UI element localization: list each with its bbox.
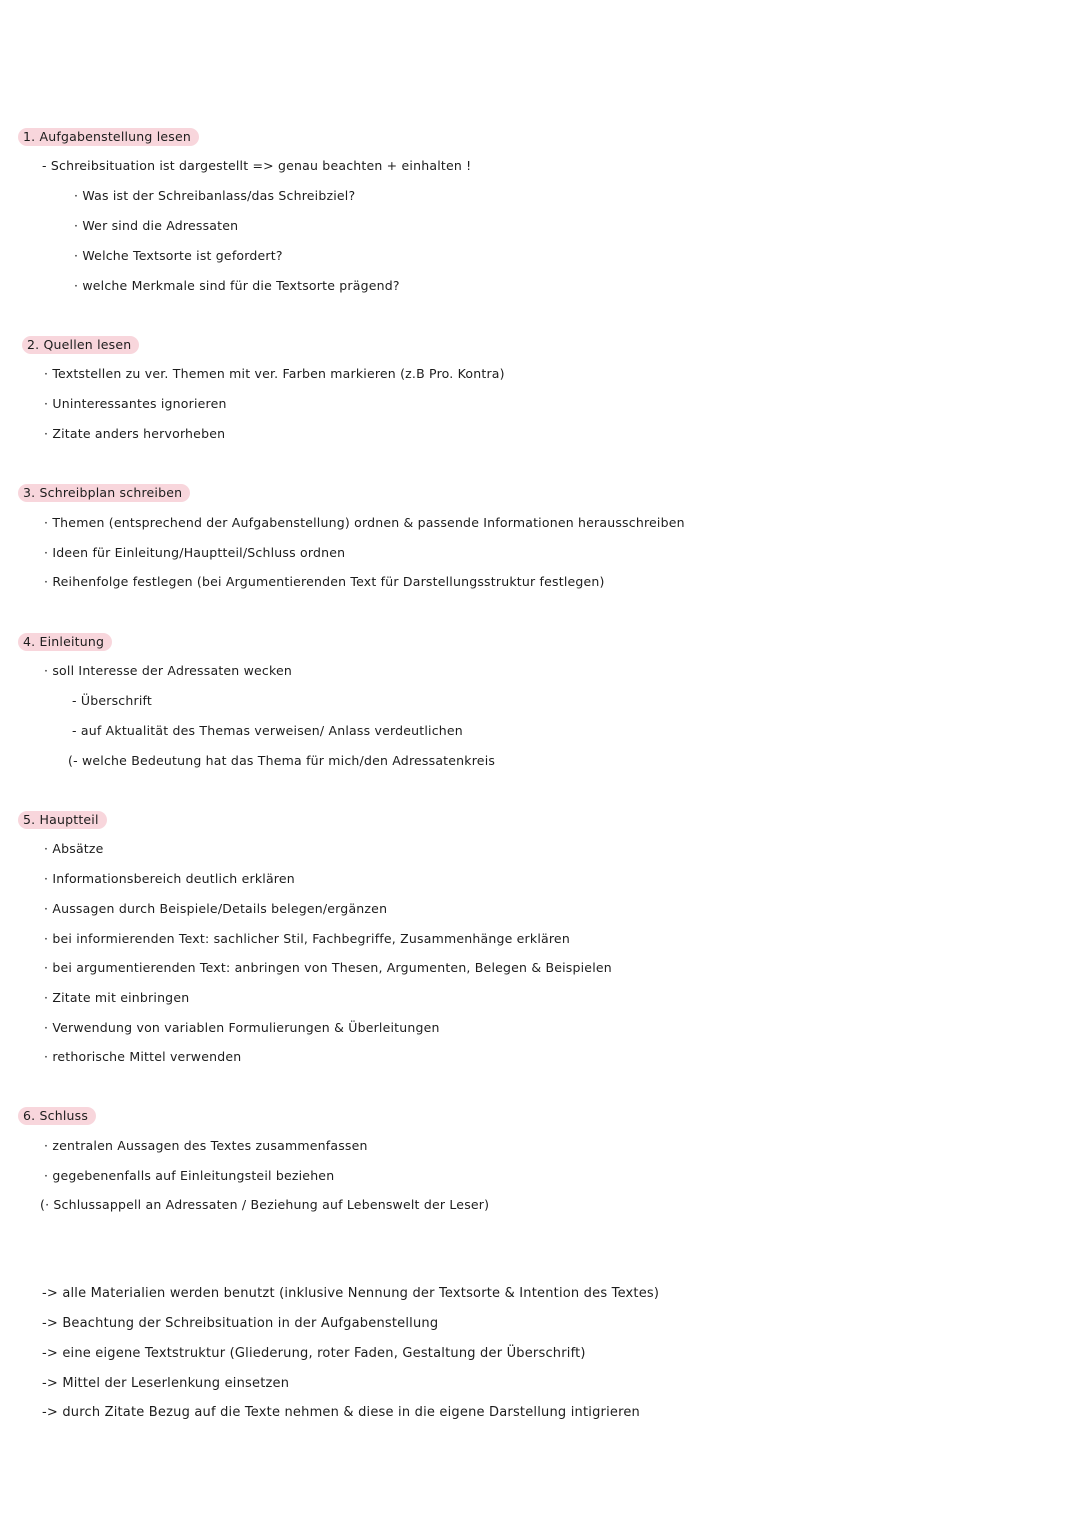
note-line: - auf Aktualität des Themas verweisen/ Anlass verdeutlichen: [72, 723, 463, 738]
section-heading: 5. Hauptteil: [18, 811, 107, 829]
note-line: · Absätze: [44, 841, 104, 856]
note-line: · welche Merkmale sind für die Textsorte prägend?: [74, 278, 400, 293]
note-line: · Aussagen durch Beispiele/Details belegen/ergänzen: [44, 901, 388, 916]
note-line: · Uninteressantes ignorieren: [44, 396, 227, 411]
note-line: - Schreibsituation ist dargestellt => genau beachten + einhalten !: [42, 158, 472, 173]
note-line: · Zitate mit einbringen: [44, 990, 190, 1005]
note-line: · Welche Textsorte ist gefordert?: [74, 248, 283, 263]
section-heading: 4. Einleitung: [18, 633, 112, 651]
note-line: · Textstellen zu ver. Themen mit ver. Farben markieren (z.B Pro. Kontra): [44, 366, 505, 381]
note-line: · bei argumentierenden Text: anbringen von Thesen, Argumenten, Belegen & Beispielen: [44, 960, 612, 975]
note-line: · Was ist der Schreibanlass/das Schreibziel?: [74, 188, 356, 203]
summary-line: -> durch Zitate Bezug auf die Texte nehmen & diese in die eigene Darstellung intigrieren: [42, 1405, 640, 1420]
note-line: · bei informierenden Text: sachlicher Stil, Fachbegriffe, Zusammenhänge erklären: [44, 931, 570, 946]
note-line: (- welche Bedeutung hat das Thema für mich/den Adressatenkreis: [68, 753, 496, 768]
note-line: · rethorische Mittel verwenden: [44, 1049, 242, 1064]
note-line: · soll Interesse der Adressaten wecken: [44, 663, 292, 678]
note-line: · Verwendung von variablen Formulierungen & Überleitungen: [44, 1020, 440, 1035]
summary-line: -> Beachtung der Schreibsituation in der Aufgabenstellung: [42, 1316, 439, 1331]
summary-line: -> Mittel der Leserlenkung einsetzen: [42, 1376, 290, 1391]
note-line: · Informationsbereich deutlich erklären: [44, 871, 295, 886]
note-line: · gegebenenfalls auf Einleitungsteil beziehen: [44, 1168, 335, 1183]
note-line: - Überschrift: [72, 693, 152, 708]
note-line: · Wer sind die Adressaten: [74, 218, 239, 233]
note-line: · Themen (entsprechend der Aufgabenstellung) ordnen & passende Informationen herausschreiben: [44, 515, 685, 530]
note-line: · Ideen für Einleitung/Hauptteil/Schluss ordnen: [44, 545, 346, 560]
summary-line: -> alle Materialien werden benutzt (inklusive Nennung der Textsorte & Intention des Textes): [42, 1286, 660, 1301]
section-heading: 2. Quellen lesen: [22, 336, 139, 354]
summary-line: -> eine eigene Textstruktur (Gliederung, roter Faden, Gestaltung der Überschrift): [42, 1346, 586, 1361]
note-line: · zentralen Aussagen des Textes zusammenfassen: [44, 1138, 368, 1153]
section-heading: 3. Schreibplan schreiben: [18, 484, 190, 502]
section-heading: 6. Schluss: [18, 1107, 96, 1125]
note-line: (· Schlussappell an Adressaten / Beziehung auf Lebenswelt der Leser): [40, 1197, 490, 1212]
section-heading: 1. Aufgabenstellung lesen: [18, 128, 199, 146]
note-line: · Zitate anders hervorheben: [44, 426, 226, 441]
note-line: · Reihenfolge festlegen (bei Argumentierenden Text für Darstellungsstruktur festlegen): [44, 574, 605, 589]
